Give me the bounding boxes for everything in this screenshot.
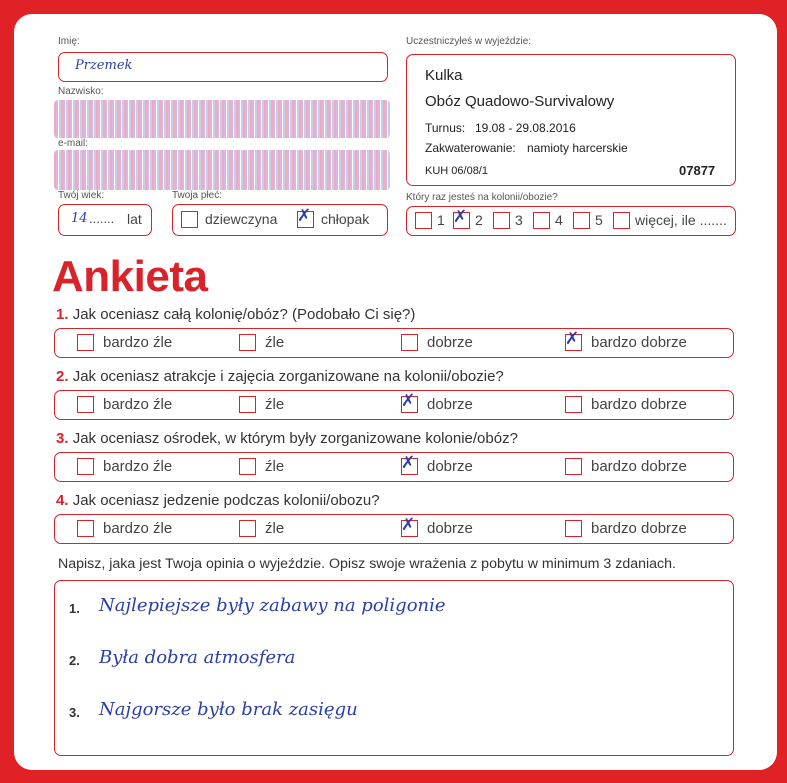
- answer-options-2: [54, 390, 734, 420]
- question-number: 2.: [56, 368, 69, 385]
- wiek-dots: .......: [89, 211, 115, 226]
- answer-text-1: Najlepiejsze były zabawy na poligonie: [99, 595, 446, 616]
- option-label-4: bardzo dobrze: [591, 334, 687, 351]
- question-4: [56, 492, 380, 509]
- wiek-unit: lat: [127, 211, 142, 227]
- option-checkbox-4[interactable]: [565, 520, 582, 537]
- question-text: Jak oceniasz całą kolonię/obóz? (Podobało Ci się?): [72, 306, 416, 323]
- check-mark-icon: ✗: [565, 329, 580, 349]
- turnus-label: Turnus:: [425, 121, 466, 135]
- ktory-checkbox-more[interactable]: [613, 212, 630, 229]
- ktory-checkbox-1[interactable]: [415, 212, 432, 229]
- option-checkbox-4[interactable]: [565, 396, 582, 413]
- wiek-label: Twój wiek:: [58, 190, 105, 201]
- nazwisko-label: Nazwisko:: [58, 86, 104, 97]
- ktory-checkbox-2[interactable]: [453, 207, 470, 229]
- answer-text-2: Była dobra atmosfera: [99, 647, 296, 668]
- option-checkbox-1[interactable]: [77, 396, 94, 413]
- ktory-label-more: więcej, ile .......: [635, 212, 727, 228]
- plec-female-checkbox[interactable]: [181, 211, 198, 228]
- wiek-value: 14: [71, 211, 88, 226]
- question-3: [56, 430, 518, 447]
- trip-name: Kulka: [425, 67, 463, 84]
- answer-options-1: [54, 328, 734, 358]
- ktory-label-5: 5: [595, 212, 603, 228]
- question-2: [56, 368, 504, 385]
- ktory-label-1: 1: [437, 212, 445, 228]
- trip-number: 07877: [679, 163, 716, 178]
- option-checkbox-2[interactable]: [239, 334, 256, 351]
- question-number: 1.: [56, 306, 69, 323]
- imie-label: Imię:: [58, 36, 80, 47]
- option-checkbox-1[interactable]: [77, 520, 94, 537]
- imie-field[interactable]: [58, 52, 388, 82]
- option-checkbox-2[interactable]: [239, 520, 256, 537]
- trip-info-box: [406, 54, 736, 186]
- turnus-value: 19.08 - 29.08.2016: [475, 121, 576, 135]
- plec-female-label: dziewczyna: [205, 211, 278, 227]
- option-checkbox-3[interactable]: [401, 453, 418, 475]
- check-mark-icon: ✗: [401, 391, 416, 411]
- imie-value: Przemek: [75, 58, 133, 73]
- trip-code: KUH 06/08/1: [425, 165, 488, 177]
- option-label-2: źle: [265, 334, 285, 351]
- check-mark-icon: ✗: [453, 207, 468, 227]
- option-label-3: dobrze: [427, 396, 473, 413]
- option-checkbox-2[interactable]: [239, 396, 256, 413]
- question-number: 4.: [56, 492, 69, 509]
- option-label-4: bardzo dobrze: [591, 396, 687, 413]
- ktory-label-2: 2: [475, 212, 483, 228]
- ktory-checkbox-4[interactable]: [533, 212, 550, 229]
- question-text: Jak oceniasz ośrodek, w którym były zorganizowane kolonie/obóz?: [72, 430, 518, 447]
- question-text: Jak oceniasz jedzenie podczas kolonii/obozu?: [72, 492, 380, 509]
- wiek-field[interactable]: [58, 204, 152, 236]
- plec-label: Twoja płeć:: [172, 190, 223, 201]
- option-label-3: dobrze: [427, 458, 473, 475]
- option-checkbox-1[interactable]: [77, 458, 94, 475]
- uczestnik-label: Uczestniczyłeś w wyjeździe:: [406, 36, 532, 47]
- plec-field: [172, 204, 388, 236]
- trip-camp: Obóz Quadowo-Survivalowy: [425, 93, 615, 110]
- ktory-label-3: 3: [515, 212, 523, 228]
- check-mark-icon: ✗: [401, 453, 416, 473]
- ktory-checkbox-3[interactable]: [493, 212, 510, 229]
- option-checkbox-4[interactable]: [565, 458, 582, 475]
- option-checkbox-4[interactable]: [565, 329, 582, 351]
- question-1: [56, 306, 415, 323]
- redacted-email: [54, 150, 390, 190]
- ktory-field: [406, 206, 736, 236]
- option-checkbox-1[interactable]: [77, 334, 94, 351]
- option-label-2: źle: [265, 520, 285, 537]
- zakw-label: Zakwaterowanie:: [425, 141, 516, 155]
- option-label-4: bardzo dobrze: [591, 458, 687, 475]
- zakw-value: namioty harcerskie: [527, 141, 628, 155]
- option-checkbox-3[interactable]: [401, 391, 418, 413]
- survey-title: Ankieta: [52, 252, 208, 301]
- ktory-checkbox-5[interactable]: [573, 212, 590, 229]
- opinion-box[interactable]: [54, 580, 734, 756]
- option-label-3: dobrze: [427, 520, 473, 537]
- answer-num-2: 2.: [69, 653, 80, 668]
- answer-num-1: 1.: [69, 601, 80, 616]
- option-label-2: źle: [265, 396, 285, 413]
- option-label-1: bardzo źle: [103, 458, 173, 475]
- answer-options-3: [54, 452, 734, 482]
- redacted-nazwisko: [54, 100, 390, 138]
- option-label-1: bardzo źle: [103, 396, 173, 413]
- option-label-2: źle: [265, 458, 285, 475]
- answer-options-4: [54, 514, 734, 544]
- option-checkbox-3[interactable]: [401, 515, 418, 537]
- answer-text-3: Najgorsze było brak zasięgu: [99, 699, 358, 720]
- question-text: Jak oceniasz atrakcje i zajęcia zorganizowane na kolonii/obozie?: [72, 368, 504, 385]
- ktory-label-4: 4: [555, 212, 563, 228]
- email-label: e-mail:: [58, 138, 89, 149]
- survey-sheet: [14, 14, 777, 770]
- answer-num-3: 3.: [69, 705, 80, 720]
- option-checkbox-3[interactable]: [401, 334, 418, 351]
- option-label-1: bardzo źle: [103, 520, 173, 537]
- option-label-1: bardzo źle: [103, 334, 173, 351]
- plec-male-label: chłopak: [321, 211, 370, 227]
- option-checkbox-2[interactable]: [239, 458, 256, 475]
- check-mark-icon: ✗: [401, 515, 416, 535]
- plec-male-checkbox[interactable]: [297, 206, 314, 228]
- ktory-label: Który raz jesteś na kolonii/obozie?: [406, 192, 558, 203]
- option-label-3: dobrze: [427, 334, 473, 351]
- question-number: 3.: [56, 430, 69, 447]
- opinion-prompt: Napisz, jaka jest Twoja opinia o wyjeździe. Opisz swoje wrażenia z pobytu w minimum 3 zdaniach.: [58, 556, 676, 572]
- option-label-4: bardzo dobrze: [591, 520, 687, 537]
- check-mark-icon: ✗: [297, 206, 312, 226]
